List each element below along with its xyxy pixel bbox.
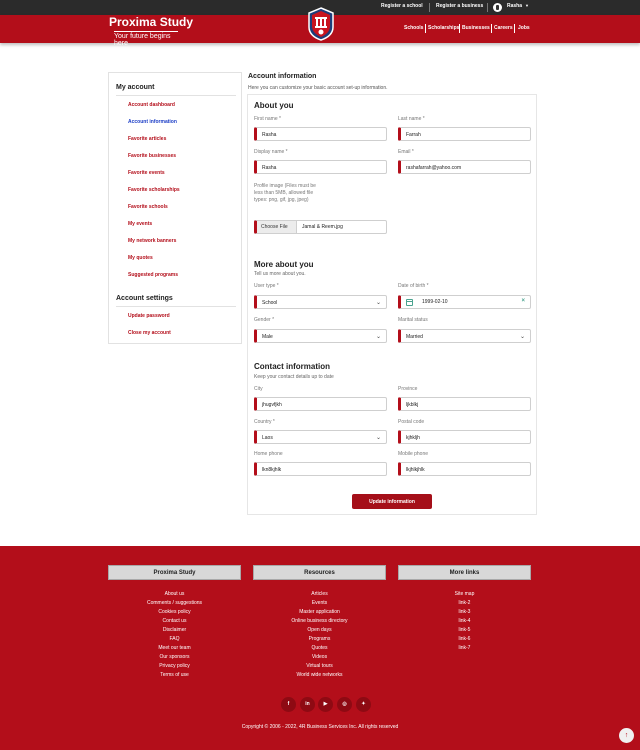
copyright-text: Copyright © 2006 - 2022, 4R Business Services Inc. All rights reserved — [241, 724, 399, 730]
instagram-icon[interactable]: ◎ — [337, 697, 352, 712]
section-subtitle-more: Tell us more about you. — [254, 271, 306, 277]
user-type-value: School — [262, 300, 278, 306]
city-label: City — [254, 386, 263, 392]
nav-divider — [514, 24, 515, 33]
footer-link[interactable]: Privacy policy — [159, 663, 190, 669]
footer-link[interactable]: Programs — [308, 636, 331, 642]
country-value: Laos — [262, 435, 273, 441]
divider — [116, 306, 236, 307]
last-name-field[interactable]: Farrah — [398, 127, 531, 141]
dob-value: 1999-02-10 — [422, 299, 448, 305]
footer-link[interactable]: Events — [311, 600, 328, 606]
footer-link[interactable]: Videos — [311, 654, 328, 660]
sidebar-item-favorite-events[interactable]: Favorite events — [128, 170, 165, 176]
footer-heading-resources: Resources — [253, 565, 386, 580]
province-label: Province — [398, 386, 418, 392]
sidebar-item-favorite-articles[interactable]: Favorite articles — [128, 136, 167, 142]
footer-link[interactable]: Terms of use — [160, 672, 189, 678]
footer-link[interactable]: World wide networks — [296, 672, 343, 678]
register-business-link[interactable]: Register a business — [436, 3, 484, 9]
user-avatar-icon[interactable] — [493, 3, 502, 12]
gender-label: Gender * — [254, 317, 275, 323]
province-field[interactable]: ljkblkj — [398, 397, 531, 411]
dob-label: Date of birth * — [398, 283, 429, 289]
update-information-button[interactable]: Update information — [352, 494, 432, 509]
sidebar-item-suggested-programs[interactable]: Suggested programs — [128, 272, 179, 278]
nav-businesses[interactable]: Businesses — [462, 25, 490, 31]
sidebar-item-favorite-businesses[interactable]: Favorite businesses — [128, 153, 177, 159]
nav-scholarships[interactable]: Scholarships — [428, 25, 460, 31]
profile-image-label: Profile image (Files must be less than 5MB, allowed file types: png, gif, jpg, jpeg) — [254, 183, 316, 203]
footer-link[interactable]: Disclaimer — [162, 627, 187, 633]
nav-divider — [491, 24, 492, 33]
sidebar-item-my-network-banners[interactable]: My network banners — [128, 238, 177, 244]
mobile-phone-label: Mobile phone — [398, 451, 429, 457]
sidebar-item-favorite-scholarships[interactable]: Favorite scholarships — [128, 187, 180, 193]
chevron-down-icon: ⌄ — [375, 435, 381, 441]
calendar-icon[interactable] — [406, 299, 413, 306]
mobile-phone-field[interactable]: lkjhlkjhlk — [398, 462, 531, 476]
footer-link[interactable]: Meet our team — [158, 645, 191, 651]
chevron-down-icon[interactable]: ▼ — [525, 3, 529, 8]
chevron-down-icon: ⌄ — [519, 334, 525, 340]
sidebar-item-favorite-schools[interactable]: Favorite schools — [128, 204, 168, 210]
footer-link[interactable]: Articles — [311, 591, 328, 597]
nav-divider — [459, 24, 460, 33]
user-type-select[interactable] — [254, 295, 387, 309]
footer-heading-more-links: More links — [398, 565, 531, 580]
display-name-label: Display name * — [254, 149, 288, 155]
footer-link[interactable]: Virtual tours — [306, 663, 333, 669]
sidebar-heading-account-settings: Account settings — [116, 295, 173, 302]
footer-link[interactable]: Master application — [299, 609, 340, 615]
sidebar-heading-my-account: My account — [116, 84, 155, 91]
sidebar-item-account-information[interactable]: Account information — [128, 119, 177, 125]
school-crest-logo[interactable] — [307, 7, 335, 41]
first-name-label: First name * — [254, 116, 281, 122]
home-phone-field[interactable]: lkn8kjhlk — [254, 462, 387, 476]
nav-schools[interactable]: Schools — [404, 25, 424, 31]
chevron-down-icon: ⌄ — [375, 334, 381, 340]
home-phone-label: Home phone — [254, 451, 283, 457]
user-menu-name[interactable]: Rasha — [507, 3, 523, 9]
display-name-field[interactable]: Rasha — [254, 160, 387, 174]
back-to-top-button[interactable]: ↑ — [619, 728, 634, 743]
footer-link[interactable]: link-3 — [458, 609, 471, 615]
footer-link[interactable]: Quotes — [311, 645, 328, 651]
sidebar-item-my-events[interactable]: My events — [128, 221, 153, 227]
country-label: Country * — [254, 419, 275, 425]
footer-link[interactable]: Comments / suggestions — [146, 600, 203, 606]
page-subtitle: Here you can customize your basic account set-up information. — [248, 85, 388, 91]
account-sidebar — [108, 72, 242, 344]
postal-code-label: Postal code — [398, 419, 425, 425]
footer-link[interactable]: Open days — [307, 627, 332, 633]
footer-link[interactable]: Our sponsors — [159, 654, 190, 660]
sidebar-item-close-account[interactable]: Close my account — [128, 330, 171, 336]
footer-link[interactable]: Online business directory — [291, 618, 348, 624]
clear-icon[interactable]: × — [521, 298, 525, 304]
gender-value: Male — [262, 334, 273, 340]
divider — [487, 3, 488, 12]
sidebar-item-account-dashboard[interactable]: Account dashboard — [128, 102, 175, 108]
city-field[interactable]: jhugvfjkh — [254, 397, 387, 411]
user-type-label: User type * — [254, 283, 279, 289]
sidebar-item-update-password[interactable]: Update password — [128, 313, 170, 319]
first-name-field[interactable]: Rasha — [254, 127, 387, 141]
register-school-link[interactable]: Register a school — [381, 3, 423, 9]
choose-file-button[interactable]: Choose File — [257, 221, 297, 233]
linkedin-icon[interactable]: in — [300, 697, 315, 712]
footer-link[interactable]: FAQ — [169, 636, 180, 642]
selected-file-name: Jamal & Reem.jpg — [302, 224, 343, 230]
postal-code-field[interactable]: kjhkljh — [398, 430, 531, 444]
footer-link[interactable]: link-2 — [458, 600, 471, 606]
dob-field[interactable] — [398, 295, 531, 309]
footer-link[interactable]: Site map — [454, 591, 475, 597]
page-title: Account information — [248, 73, 317, 80]
site-header — [0, 15, 640, 47]
twitter-icon[interactable]: ✦ — [356, 697, 371, 712]
footer-link[interactable]: Cookies policy — [158, 609, 191, 615]
footer-link[interactable]: About us — [164, 591, 185, 597]
site-footer — [0, 546, 640, 750]
footer-link[interactable]: link-7 — [458, 645, 471, 651]
divider — [116, 95, 236, 96]
marital-status-label: Marital status — [398, 317, 428, 323]
nav-divider — [425, 24, 426, 33]
footer-link[interactable]: link-5 — [458, 627, 471, 633]
brand-title[interactable]: Proxima Study — [109, 15, 194, 29]
marital-status-value: Married — [406, 334, 423, 340]
section-subtitle-contact: Keep your contact details up to date — [254, 374, 334, 380]
section-title-about: About you — [254, 101, 294, 110]
marital-status-select[interactable] — [398, 329, 531, 343]
footer-link[interactable]: Contact us — [162, 618, 187, 624]
profile-image-input[interactable] — [254, 220, 387, 234]
divider — [429, 3, 430, 12]
footer-link[interactable]: link-4 — [458, 618, 471, 624]
nav-careers[interactable]: Careers — [494, 25, 513, 31]
nav-jobs[interactable]: Jobs — [518, 25, 530, 31]
footer-link[interactable]: link-6 — [458, 636, 471, 642]
email-label: Email * — [398, 149, 414, 155]
chevron-down-icon: ⌄ — [375, 300, 381, 306]
youtube-icon[interactable]: ▶ — [318, 697, 333, 712]
email-field[interactable]: rashafarrah@yahoo.com — [398, 160, 531, 174]
sidebar-item-my-quotes[interactable]: My quotes — [128, 255, 153, 261]
section-title-more: More about you — [254, 260, 314, 269]
country-select[interactable] — [254, 430, 387, 444]
gender-select[interactable] — [254, 329, 387, 343]
footer-heading-proxima: Proxima Study — [108, 565, 241, 580]
last-name-label: Last name * — [398, 116, 425, 122]
facebook-icon[interactable]: f — [281, 697, 296, 712]
brand-tagline: Your future begins here — [114, 31, 178, 47]
section-title-contact: Contact information — [254, 362, 330, 371]
